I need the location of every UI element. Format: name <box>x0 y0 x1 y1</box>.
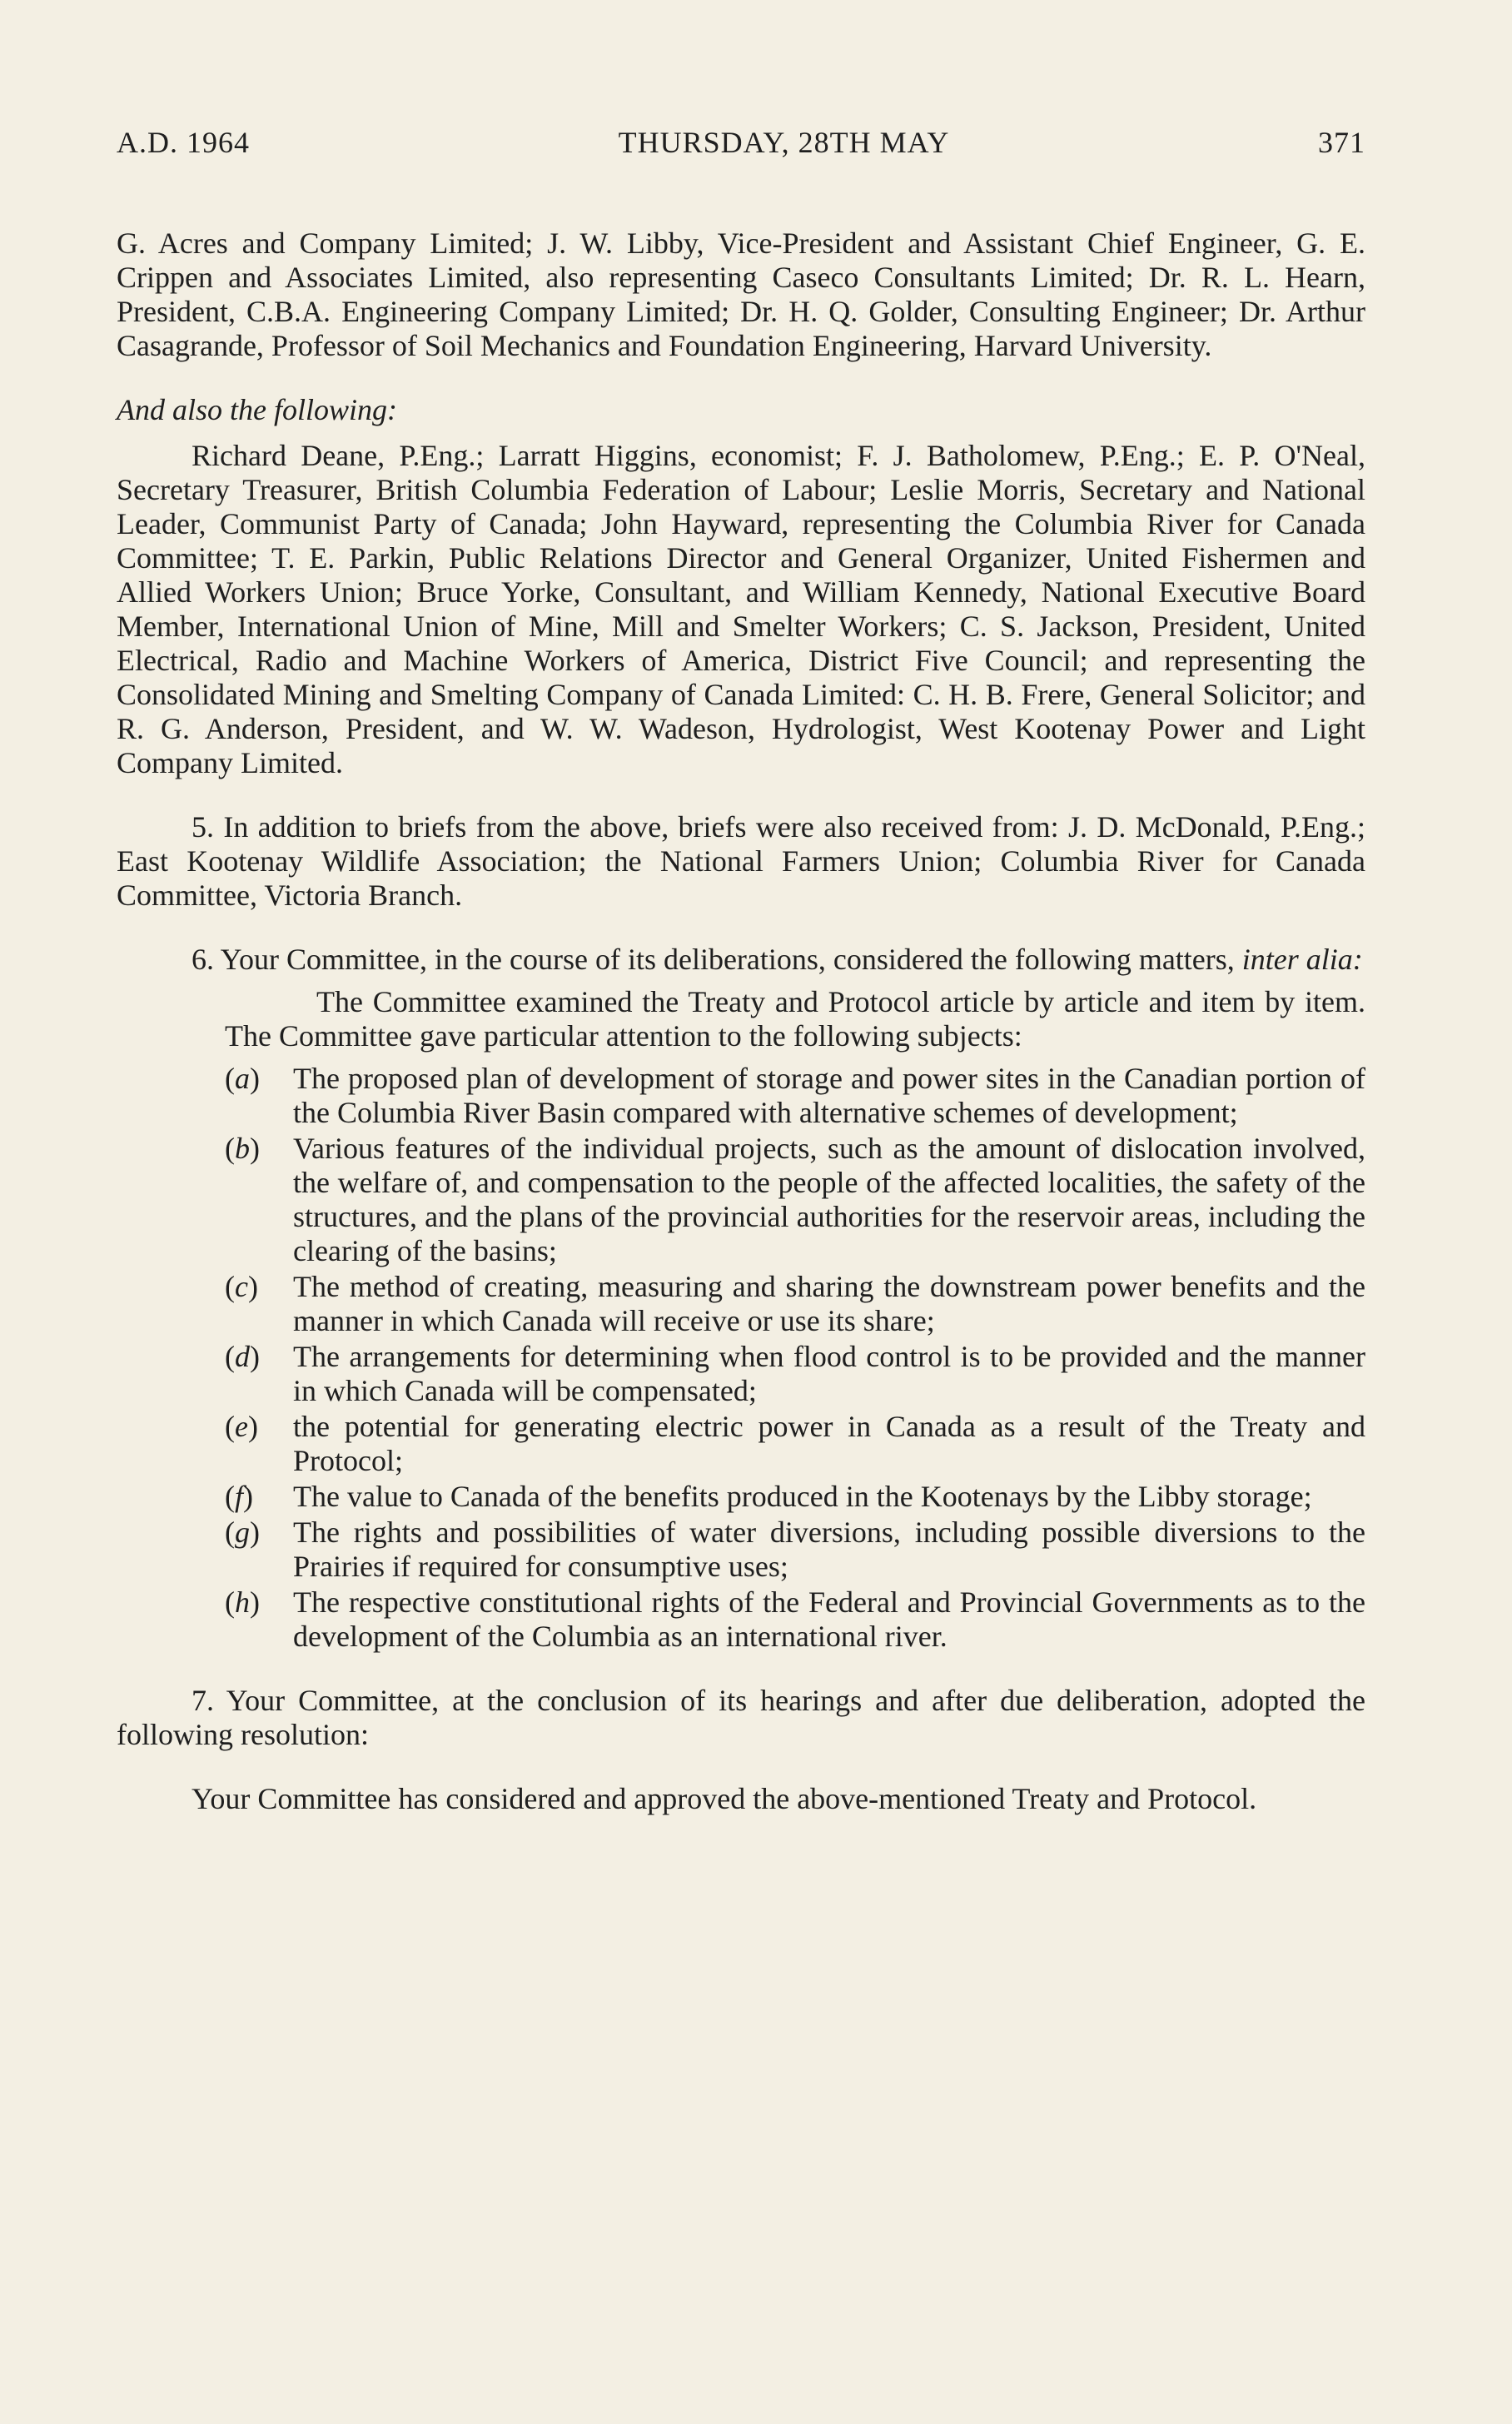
deliberation-intro: The Committee examined the Treaty and Protocol article by article and item by item. The Committee gave particular attention to the following subjects: <box>225 985 1365 1053</box>
paragraph-7: 7. Your Committee, at the conclusion of its hearings and after due deliberation, adopted the following resolution: <box>117 1684 1365 1751</box>
item-text: the potential for generating electric power in Canada as a result of the Treaty and Protocol; <box>293 1410 1365 1477</box>
paragraph-6-inter-alia: inter alia: <box>1241 943 1363 976</box>
item-text: The proposed plan of development of storage and power sites in the Canadian portion of the Columbia River Basin compared with alternative schemes of development; <box>293 1062 1365 1129</box>
list-item <box>225 1410 1365 1478</box>
item-letter: (g) <box>225 1516 260 1549</box>
item-letter: (e) <box>225 1410 258 1443</box>
item-letter: (h) <box>225 1585 260 1619</box>
item-letter: (c) <box>225 1270 258 1303</box>
item-letter: (d) <box>225 1340 260 1373</box>
item-letter: (f) <box>225 1480 254 1513</box>
page-number: 371 <box>1318 126 1365 159</box>
list-item <box>225 1340 1365 1408</box>
list-item <box>225 1132 1365 1268</box>
item-text: The rights and possibilities of water diversions, including possible diversions to the Prairies if required for consumptive uses; <box>293 1516 1365 1583</box>
item-letter: (b) <box>225 1132 260 1165</box>
header-year: A.D. 1964 <box>117 126 250 159</box>
item-text: The arrangements for determining when flood control is to be provided and the manner in which Canada will be compensated; <box>293 1340 1365 1407</box>
list-item <box>225 1516 1365 1584</box>
list-item <box>225 1062 1365 1130</box>
item-text: Various features of the individual projects, such as the amount of dislocation involved, the welfare of, and compensation to the people of the affected localities, the safety of the structures, and the plans of the provincial authorities for the reservoir areas, including the clearing of the basins; <box>293 1132 1365 1267</box>
paragraph-5: 5. In addition to briefs from the above, briefs were also received from: J. D. McDonald, P.Eng.; East Kootenay Wildlife Association; the National Farmers Union; Columbia River for Canada Committee, Victoria Branch. <box>117 810 1365 912</box>
paragraph-6 <box>117 943 1365 977</box>
additional-witnesses-paragraph: Richard Deane, P.Eng.; Larratt Higgins, economist; F. J. Batholomew, P.Eng.; E. P. O'Neal, Secretary Treasurer, British Columbia Federation of Labour; Leslie Morris, Secretary and National Leader, Communist Party of Canada; John Hayward, representing the Columbia River for Canada Committee; T. E. Parkin, Public Relations Director and General Organizer, United Fishermen and Allied Workers Union; Bruce Yorke, Consultant, and William Kennedy, National Executive Board Member, International Union of Mine, Mill and Smelter Workers; C. S. Jackson, President, United Electrical, Radio and Machine Workers of America, District Five Council; and representing the Consolidated Mining and Smelting Company of Canada Limited: C. H. B. Frere, General Solicitor; and R. G. Anderson, President, and W. W. Wadeson, Hydrologist, West Kootenay Power and Light Company Limited. <box>117 439 1365 779</box>
paragraph-6-lead: 6. Your Committee, in the course of its deliberations, considered the following matters, <box>191 943 1235 976</box>
deliberation-block <box>225 985 1365 1654</box>
list-item <box>225 1480 1365 1514</box>
document-page <box>117 125 1365 2373</box>
page-header <box>117 125 1365 160</box>
witness-paragraph: G. Acres and Company Limited; J. W. Libby, Vice-President and Assistant Chief Engineer, G. E. Crippen and Associates Limited, also representing Caseco Consultants Limited; Dr. R. L. Hearn, President, C.B.A. Engineering Company Limited; Dr. H. Q. Golder, Consulting Engineer; Dr. Arthur Casagrande, Professor of Soil Mechanics and Foundation Engineering, Harvard University. <box>117 226 1365 362</box>
item-letter: (a) <box>225 1062 260 1095</box>
header-date: THURSDAY, 28TH MAY <box>618 126 950 159</box>
item-text: The method of creating, measuring and sharing the downstream power benefits and the manner in which Canada will receive or use its share; <box>293 1270 1365 1337</box>
subjects-list <box>225 1062 1365 1654</box>
list-item <box>225 1270 1365 1338</box>
item-text: The respective constitutional rights of the Federal and Provincial Governments as to the development of the Columbia as an international river. <box>293 1585 1365 1653</box>
item-text: The value to Canada of the benefits produced in the Kootenays by the Libby storage; <box>293 1480 1312 1513</box>
list-item <box>225 1585 1365 1654</box>
also-following-heading: And also the following: <box>117 393 397 426</box>
resolution-text: Your Committee has considered and approved the above-mentioned Treaty and Protocol. <box>191 1782 1257 1815</box>
